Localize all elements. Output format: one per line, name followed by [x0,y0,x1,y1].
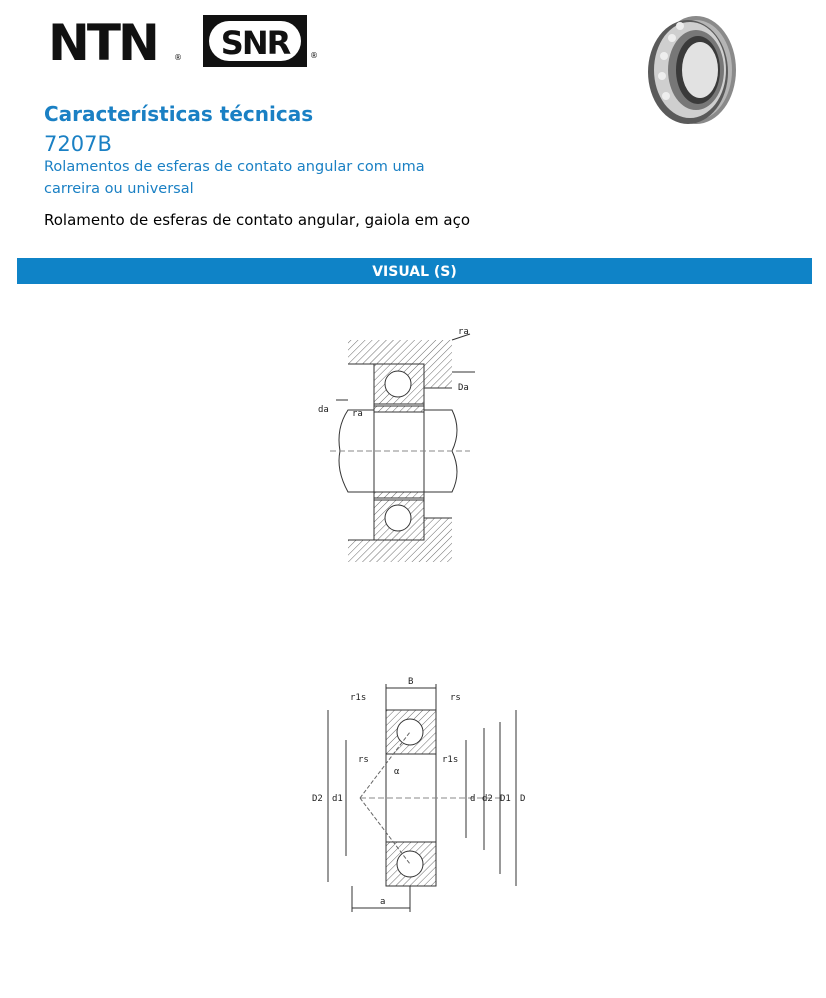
registered-mark: ® [174,53,182,62]
page-title: Características técnicas [44,102,314,126]
label-rs-top: rs [450,693,461,703]
section-banner: VISUAL (S) [17,258,812,284]
label-r1s-mid: r1s [442,755,459,765]
label-D: D [520,794,526,804]
label-d: d [470,794,476,804]
label-Da: Da [458,383,469,393]
label-a: a [380,897,386,907]
snr-logo [202,14,322,68]
dimension-drawing [300,670,540,920]
product-model: 7207B [44,132,112,156]
label-d2: d2 [482,794,493,804]
label-ra-top: ra [458,327,469,337]
label-d1: d1 [332,794,343,804]
product-family: Rolamentos de esferas de contato angular com uma carreira ou universal [44,159,425,197]
mounting-drawing [300,320,500,570]
label-da: da [318,405,329,415]
label-D2: D2 [312,794,323,804]
ntn-logo-text: NTN [48,14,157,66]
label-D1: D1 [500,794,511,804]
ntn-logo [48,14,188,66]
label-r1s-top: r1s [350,693,367,703]
snr-logo-text: SNR [220,24,290,62]
label-B: B [408,677,414,687]
bearing-product-image [640,12,740,128]
product-description: Rolamento de esferas de contato angular, gaiola em aço [44,211,471,229]
label-alpha: α [394,767,400,777]
registered-mark: ® [310,51,318,60]
label-ra-inner: ra [352,409,363,419]
label-rs-mid: rs [358,755,369,765]
